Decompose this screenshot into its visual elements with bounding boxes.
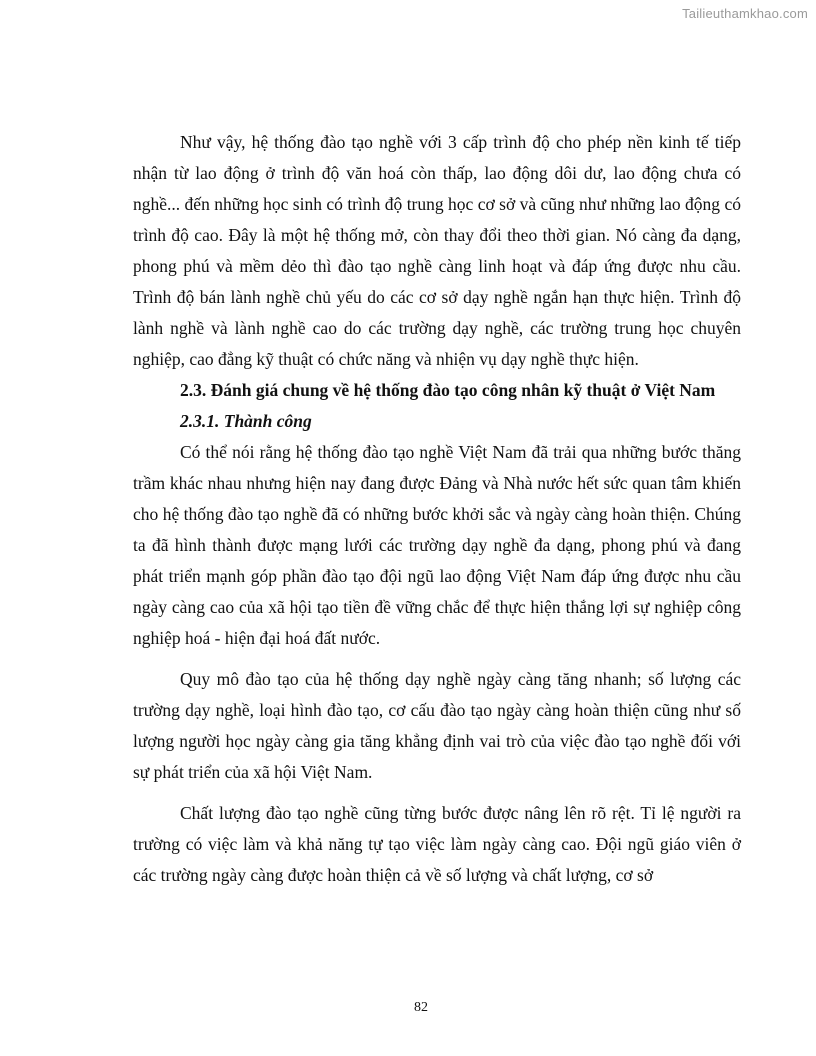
page-number: 82 bbox=[414, 1000, 428, 1015]
paragraph-achievements: Có thể nói rằng hệ thống đào tạo nghề Việt Nam đã trải qua những bước thăng trầm khác nhau nhưng hiện nay đang được Đảng và Nhà nước hết sức quan tâm khiến cho hệ thống đào tạo nghề đã có những bước khởi sắc và ngày càng hoàn thiện. Chúng ta đã hình thành được mạng lưới các trường dạy nghề đa dạng, phong phú và đang phát triển mạnh góp phần đào tạo đội ngũ lao động Việt Nam đáp ứng được nhu cầu ngày càng cao của xã hội tạo tiền đề vững chắc để thực hiện thắng lợi sự nghiệp công nghiệp hoá - hiện đại hoá đất nước. bbox=[133, 442, 741, 648]
paragraph-quality: Chất lượng đào tạo nghề cũng từng bước được nâng lên rõ rệt. Tỉ lệ người ra trường có việc làm và khả năng tự tạo việc làm ngày càng cao. Đội ngũ giáo viên ở các trường ngày càng được hoàn thiện cả về số lượng và chất lượng, cơ sở bbox=[133, 803, 741, 885]
subsection-heading: 2.3.1. Thành công bbox=[180, 411, 312, 431]
paragraph-scale: Quy mô đào tạo của hệ thống dạy nghề ngày càng tăng nhanh; số lượng các trường dạy nghề, loại hình đào tạo, cơ cấu đào tạo ngày càng hoàn thiện cũng như số lượng người học ngày càng gia tăng khẳng định vai trò của việc đào tạo nghề đối với sự phát triển của xã hội Việt Nam. bbox=[133, 669, 741, 782]
paragraph-training-levels: Như vậy, hệ thống đào tạo nghề với 3 cấp trình độ cho phép nền kinh tế tiếp nhận từ lao động ở trình độ văn hoá còn thấp, lao động dôi dư, lao động chưa có nghề... đến những học sinh có trình độ trung học cơ sở và cũng như những lao động có trình độ cao. Đây là một hệ thống mở, còn thay đổi theo thời gian. Nó càng đa dạng, phong phú và mềm dẻo thì đào tạo nghề càng linh hoạt và đáp ứng được nhu cầu. Trình độ bán lành nghề chủ yếu do các cơ sở dạy nghề ngắn hạn thực hiện. Trình độ lành nghề và lành nghề cao do các trường dạy nghề, các trường trung học chuyên nghiệp, cao đẳng kỹ thuật có chức năng và nhiện vụ dạy nghề thực hiện. bbox=[133, 132, 741, 369]
watermark: Tailieuthamkhao.com bbox=[682, 6, 808, 21]
section-heading: 2.3. Đánh giá chung về hệ thống đào tạo công nhân kỹ thuật ở Việt Nam bbox=[180, 380, 716, 400]
page-body bbox=[133, 127, 741, 891]
